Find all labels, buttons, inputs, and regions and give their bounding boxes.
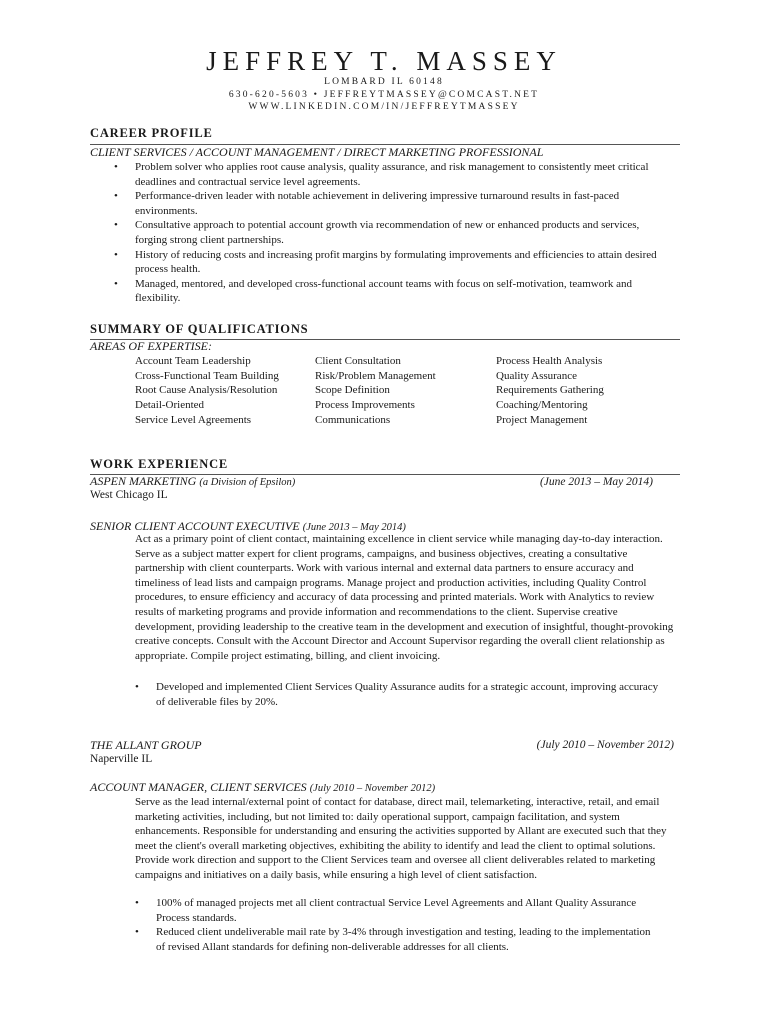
bullet-icon: • — [135, 897, 139, 909]
job-location: Naperville IL — [90, 753, 153, 765]
skill-item: Root Cause Analysis/Resolution — [135, 384, 278, 397]
job-bullets — [135, 896, 655, 954]
job-dates: (July 2010 – November 2012) — [536, 739, 674, 751]
list-item: • Consultative approach to potential account growth via recommendation of new or enhanced products and services, forging strong client partnerships. — [114, 219, 640, 246]
skill-item: Cross-Functional Team Building — [135, 369, 279, 382]
bullet-icon: • — [114, 248, 118, 261]
bullet-icon: • — [114, 277, 118, 290]
career-profile-bullets — [114, 160, 662, 306]
skill-item: Process Health Analysis — [496, 355, 603, 367]
contact-phone-email: 630-620-5603 • JEFFREYTMASSEY@COMCAST.NET — [228, 90, 540, 100]
bullet-icon: • — [114, 161, 118, 173]
job-location: West Chicago IL — [90, 489, 168, 501]
job-title: ACCOUNT MANAGER, CLIENT SERVICES (July 2010 – November 2012) — [90, 780, 436, 794]
skill-item: Coaching/Mentoring — [496, 399, 588, 412]
skill-item: Risk/Problem Management — [315, 369, 436, 382]
bullet-icon: • — [135, 681, 139, 693]
job-dates: (June 2013 – May 2014) — [539, 476, 653, 488]
bullet-icon: • — [114, 219, 118, 232]
bullet-icon: • — [135, 926, 139, 939]
skill-item: Project Management — [496, 413, 588, 426]
list-item: • Developed and implemented Client Services Quality Assurance audits for a strategic account, improving accuracy of deliverable files by 20%. — [135, 681, 659, 708]
job-company-note: (a Division of Epsilon) — [199, 477, 296, 488]
work-experience-heading: WORK EXPERIENCE — [90, 457, 229, 471]
skill-item: Communications — [315, 413, 391, 426]
list-item: • Problem solver who applies root cause analysis, quality assurance, and risk management to consistently meet critical deadlines and contractual service level agreements. — [114, 161, 649, 188]
job-description: Act as a primary point of client contact, maintaining excellence in client service while managing day-to-day interaction. Serve as a subject matter expert for client programs, campaigns, and business objectives, creating a consultative partnership with client counterparts. Work with various internal and external data partners to ensure accuracy and timeliness of lead lists and campaign programs. Manage project and production activities, including Quality Control procedures, to ensure efficiency and accuracy of data processing and printed materials. Work with Analytics to review results of marketing programs and provide information and recommendations to the client. Supervise creative development, providing leadership to the creative team in the development and execution of insightful, thought-provoking creative concepts. Consult with the Account Director and Account Supervisor regarding the overall client relationship as appropriate. Compile project estimating, billing, and client invoicing. — [135, 533, 674, 662]
career-profile-heading: CAREER PROFILE — [90, 126, 213, 140]
list-item: • Performance-driven leader with notable achievement in delivering impressive turnaround results in fast-paced environments. — [114, 190, 620, 217]
bullet-icon: • — [114, 190, 118, 203]
contact-linkedin: WWW.LINKEDIN.COM/IN/JEFFREYTMASSEY — [248, 102, 520, 112]
list-item: • Managed, mentored, and developed cross-functional account teams with focus on self-motivation, teamwork and flexibility. — [114, 277, 632, 305]
job-title: SENIOR CLIENT ACCOUNT EXECUTIVE (June 2013 – May 2014) — [90, 519, 406, 533]
contact-location: LOMBARD IL 60148 — [324, 77, 444, 87]
career-profile-subheading: CLIENT SERVICES / ACCOUNT MANAGEMENT / DIRECT MARKETING PROFESSIONAL — [90, 145, 544, 159]
job-company: THE ALLANT GROUP — [90, 738, 202, 752]
job-bullets — [135, 680, 665, 709]
qualifications-heading: SUMMARY OF QUALIFICATIONS — [90, 322, 309, 336]
skill-item: Account Team Leadership — [135, 355, 251, 367]
skill-item: Client Consultation — [315, 355, 401, 367]
skill-item: Service Level Agreements — [135, 413, 252, 426]
list-item: • History of reducing costs and increasing profit margins by formulating improvements and efficiencies to attain desired process health. — [114, 248, 657, 276]
resume-name: JEFFREY T. MASSEY — [206, 46, 562, 76]
skill-item: Requirements Gathering — [496, 384, 604, 397]
skill-item: Detail-Oriented — [135, 399, 205, 412]
skills-grid — [135, 354, 680, 428]
job-title-dates: (June 2013 – May 2014) — [302, 522, 406, 533]
list-item: • 100% of managed projects met all client contractual Service Level Agreements and Allant Quality Assurance Process standards. — [135, 897, 637, 924]
skill-item: Process Improvements — [315, 399, 415, 412]
list-item: • Reduced client undeliverable mail rate by 3-4% through investigation and testing, leading to the implementation of revised Allant standards for defining non-deliverable addresses for all clients. — [135, 926, 651, 953]
skill-item: Scope Definition — [315, 384, 390, 397]
skill-item: Quality Assurance — [496, 369, 577, 382]
expertise-subheading: AREAS OF EXPERTISE: — [90, 339, 212, 353]
job-company: ASPEN MARKETING (a Division of Epsilon) — [90, 474, 296, 488]
job-title-dates: (July 2010 – November 2012) — [309, 783, 436, 794]
job-description: Serve as the lead internal/external point of contact for database, direct mail, telemarketing, interactive, retail, and email marketing activities, including, but not limited to: daily operational support, campaign facilitation, and system enhancements. Responsible for understanding and ensuring the activities supported by Allant are executed such that they meet the client's overall marketing objectives, exhibiting the ability to identify and lead the client to optimal solutions. Provide work direction and support to the Client Services team and oversee all client deliverables related to marketing campaigns and initiatives on a daily basis, while ensuring a high level of client satisfaction. — [135, 796, 667, 881]
